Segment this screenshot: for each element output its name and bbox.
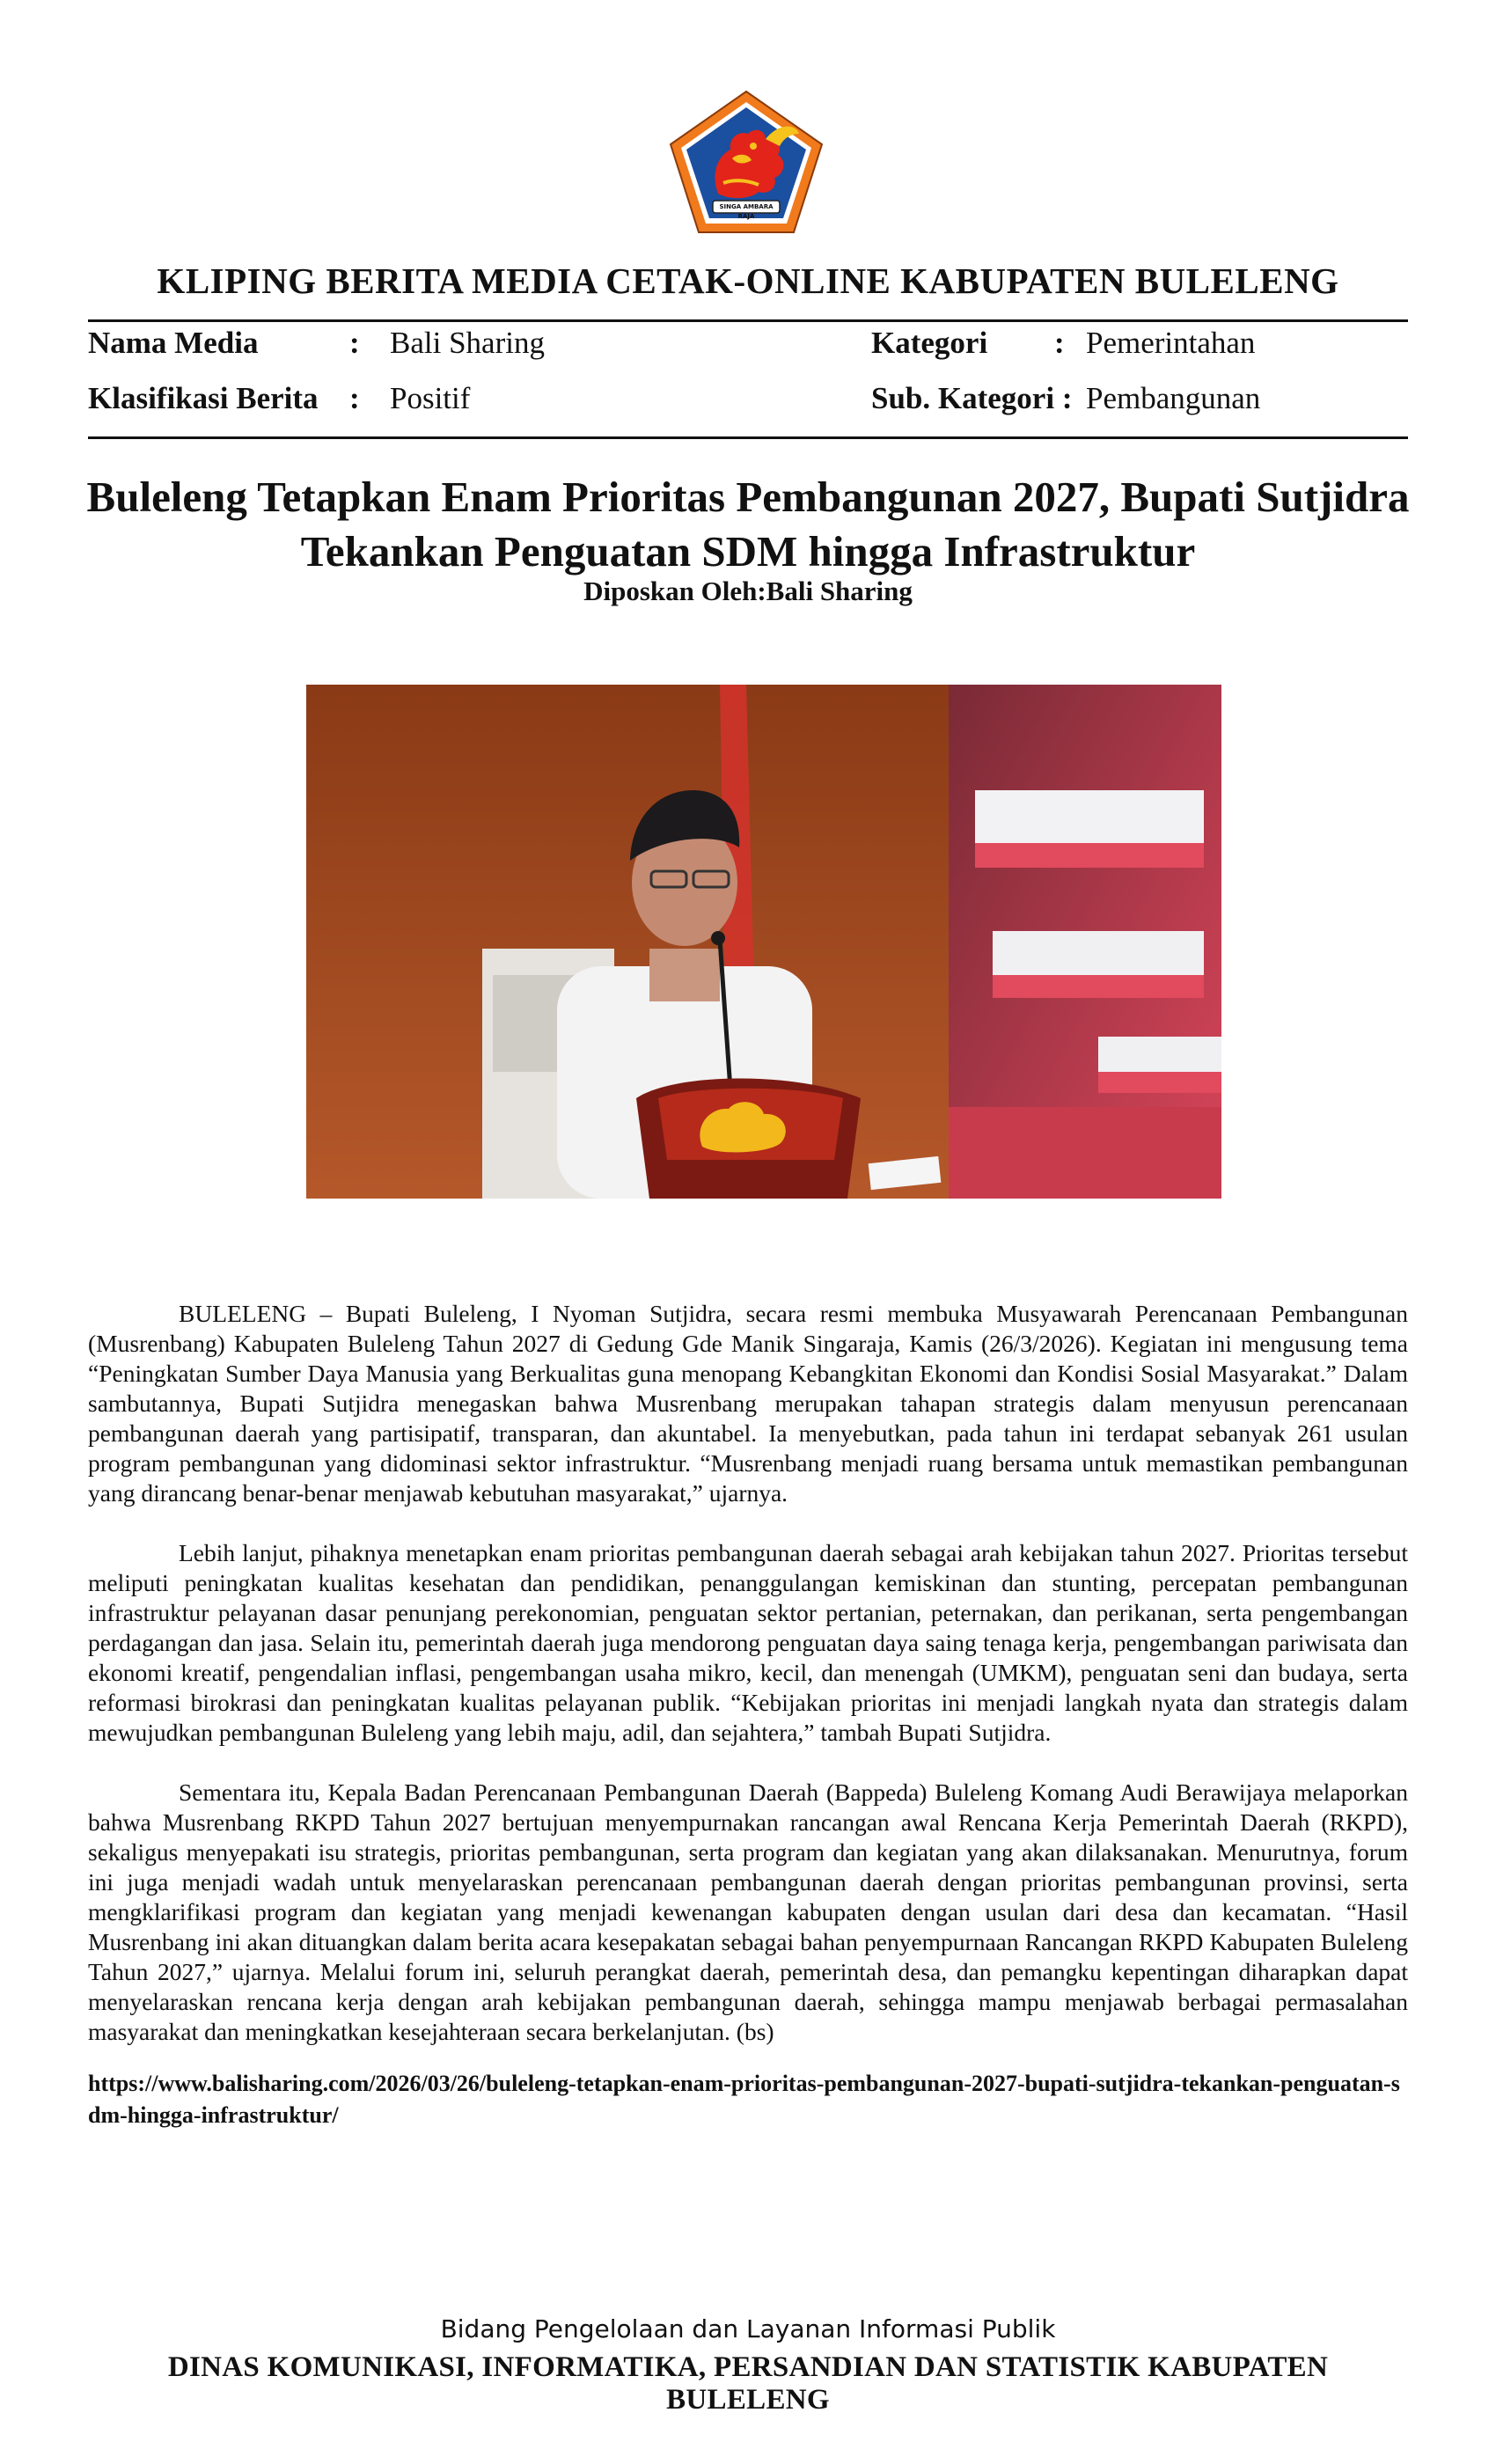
article-byline: Diposkan Oleh:Bali Sharing (583, 576, 913, 606)
emblem-motto: SINGA AMBARA RAJA (719, 203, 774, 220)
footer-office-name: DINAS KOMUNIKASI, INFORMATIKA, PERSANDIAN DAN STATISTIK KABUPATEN BULELENG (167, 2351, 1329, 2416)
article-paragraph: Sementara itu, Kepala Badan Perencanaan Pembangunan Daerah (Bappeda) Buleleng Komang Audi Berawijaya melaporkan bahwa Musrenbang RKPD Tahun 2027 bertujuan menyempurnakan rancangan awal Rencana Kerja Pemerintah Daerah (RKPD), sekaligus menyepakati isu strategis, prioritas pembangunan, serta program dan kegiatan yang akan dilaksanakan. Menurutnya, forum ini juga menjadi wadah untuk menyelaraskan perencanaan pembangunan daerah dengan prioritas pembangunan provinsi, serta mengklarifikasi program dan kegiatan yang menjadi kewenangan kabupaten dengan usulan dari desa dan kecamatan. “Hasil Musrenbang ini akan dituangkan dalam berita acara kesepakatan sebagai bahan penyempurnaan Rancangan RKPD Kabupaten Buleleng Tahun 2027,” ujarnya. Melalui forum ini, seluruh perangkat daerah, pemerintah desa, dan pemangku kepentingan diharapkan dapat menyelaraskan rencana kerja dengan arah kebijakan pembangunan daerah, sehingga mampu menjawab berbagai permasalahan masyarakat dan meningkatkan kesejahteraan secara berkelanjutan. (bs) (88, 1778, 1408, 2045)
subcategory-value: Pembangunan (1086, 381, 1261, 415)
classification-label: Klasifikasi Berita (88, 381, 319, 415)
meta-row-classification (88, 381, 1408, 425)
article-paragraph: Lebih lanjut, pihaknya menetapkan enam prioritas pembangunan daerah sebagai arah kebijakan tahun 2027. Prioritas tersebut meliputi peningkatan kualitas kesehatan dan pendidikan, penanggulangan kemiskinan dan stunting, percepatan pembangunan infrastruktur pelayanan dasar penunjang perekonomian, penguatan sektor pertanian, peternakan, dan perikanan, serta pengembangan perdagangan dan jasa. Selain itu, pemerintah daerah juga mendorong penguatan daya saing tenaga kerja, pengembangan pariwisata dan ekonomi kreatif, pengendalian inflasi, pengembangan usaha mikro, kecil, dan menengah (UMKM), penguatan seni dan budaya, serta reformasi birokrasi dan peningkatan kualitas pelayanan publik. “Kebijakan prioritas ini menjadi langkah nyata dan strategis dalam mewujudkan pembangunan Buleleng yang lebih maju, adil, dan sejahtera,” tambah Bupati Sutjidra. (88, 1539, 1408, 1746)
article-photo (306, 685, 1221, 1199)
category-colon: : (1054, 326, 1065, 360)
clipping-header-title: KLIPING BERITA MEDIA CETAK-ONLINE KABUPATEN BULELENG (157, 260, 1339, 301)
header-divider-bottom (88, 436, 1408, 439)
buleleng-emblem-logo (667, 88, 825, 236)
category-value: Pemerintahan (1086, 326, 1256, 360)
meta-row-media (88, 326, 1408, 370)
media-name-value: Bali Sharing (390, 326, 545, 360)
footer-division-name: Bidang Pengelolaan dan Layanan Informasi Publik (440, 2314, 1056, 2343)
classification-value: Positif (390, 381, 471, 415)
article-headline: Buleleng Tetapkan Enam Prioritas Pembangunan 2027, Bupati Sutjidra Tekankan Penguatan SDM hingga Infrastruktur (86, 473, 1410, 576)
header-divider-top (88, 319, 1408, 322)
category-label: Kategori (871, 326, 988, 360)
media-name-colon: : (349, 326, 360, 360)
subcategory-label: Sub. Kategori : (871, 381, 1073, 415)
classification-colon: : (349, 381, 360, 415)
media-name-label: Nama Media (88, 326, 259, 360)
source-url-link[interactable]: https://www.balisharing.com/2026/03/26/buleleng-tetapkan-enam-prioritas-pembangunan-2027-bupati-sutjidra-tekankan-penguatan-sdm-hingga-infrastruktur/ (88, 2071, 1400, 2128)
article-paragraph: BULELENG – Bupati Buleleng, I Nyoman Sutjidra, secara resmi membuka Musyawarah Perencanaan Pembangunan (Musrenbang) Kabupaten Buleleng Tahun 2027 di Gedung Gde Manik Singaraja, Kamis (26/3/2026). Kegiatan ini mengusung tema “Peningkatan Sumber Daya Manusia yang Berkualitas guna menopang Kebangkitan Ekonomi dan Kondisi Sosial Masyarakat.” Dalam sambutannya, Bupati Sutjidra menegaskan bahwa Musrenbang merupakan tahapan strategis dalam menyusun perencanaan pembangunan daerah yang partisipatif, transparan, dan akuntabel. Ia menyebutkan, pada tahun ini terdapat sebanyak 261 usulan program pembangunan yang didominasi sektor infrastruktur. “Musrenbang menjadi ruang bersama untuk memastikan pembangunan yang dirancang benar-benar menjawab kebutuhan masyarakat,” ujarnya. (88, 1300, 1408, 1507)
article-body (88, 1299, 1408, 2077)
